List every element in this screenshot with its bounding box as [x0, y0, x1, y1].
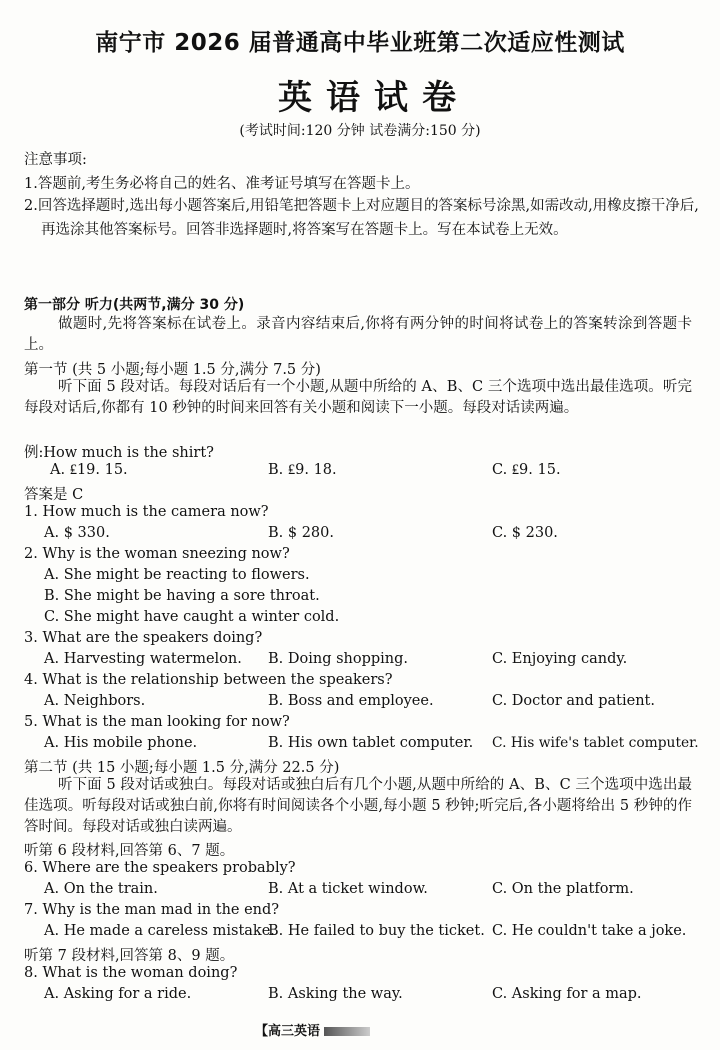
question-2: 2. Why is the woman sneezing now? — [24, 546, 290, 562]
exam-title: 南宁市 2026 届普通高中毕业班第二次适应性测试 — [95, 30, 625, 56]
q2-option-b: B. She might be having a sore throat. — [44, 588, 320, 604]
q4-option-b: B. Boss and employee. — [268, 693, 434, 709]
question-4: 4. What is the relationship between the speakers? — [24, 672, 393, 688]
question-1: 1. How much is the camera now? — [24, 504, 269, 520]
q7-option-c: C. He couldn't take a joke. — [492, 923, 687, 939]
example-question: 例:How much is the shirt? — [24, 445, 214, 461]
notice-item-1: 1.答题前,考生务必将自己的姓名、准考证号填写在答题卡上。 — [24, 176, 420, 192]
q4-option-c: C. Doctor and patient. — [492, 693, 655, 709]
q8-option-c: C. Asking for a map. — [492, 986, 642, 1002]
footer-label: 【高三英语 — [255, 1024, 321, 1039]
exam-info: (考试时间:120 分钟 试卷满分:150 分) — [239, 123, 481, 139]
material-7-note: 听第 7 段材料,回答第 8、9 题。 — [24, 948, 235, 964]
question-7: 7. Why is the man mad in the end? — [24, 902, 280, 918]
q7-option-a: A. He made a careless mistake. — [44, 923, 275, 939]
material-6-note: 听第 6 段材料,回答第 6、7 题。 — [24, 843, 235, 859]
question-8: 8. What is the woman doing? — [24, 965, 238, 981]
q4-option-a: A. Neighbors. — [44, 693, 146, 709]
q7-option-b: B. He failed to buy the ticket. — [268, 923, 485, 939]
section2-heading: 第二节 (共 15 小题;每小题 1.5 分,满分 22.5 分) — [24, 760, 340, 776]
q1-option-b: B. $ 280. — [268, 525, 334, 541]
question-3: 3. What are the speakers doing? — [24, 630, 263, 646]
section1-heading: 第一节 (共 5 小题;每小题 1.5 分,满分 7.5 分) — [24, 362, 321, 378]
q8-option-b: B. Asking the way. — [268, 986, 403, 1002]
notice-item-2: 2.回答选择题时,选出每小题答案后,用铅笔把答题卡上对应题目的答案标号涂黑,如需改动,用橡皮擦干净后,再选涂其他答案标号。回答非选择题时,将答案写在答题卡上。写在本试卷上无效。 — [24, 198, 699, 238]
q1-option-a: A. $ 330. — [44, 525, 110, 541]
part1-heading: 第一部分 听力(共两节,满分 30 分) — [24, 297, 245, 313]
example-option-a: A. ₤19. 15. — [50, 462, 128, 478]
q3-option-c: C. Enjoying candy. — [492, 651, 628, 667]
q5-option-a: A. His mobile phone. — [44, 735, 198, 751]
notice-heading: 注意事项: — [24, 152, 87, 168]
q3-option-a: A. Harvesting watermelon. — [44, 651, 242, 667]
page-footer — [255, 1020, 370, 1039]
q1-option-c: C. $ 230. — [492, 525, 558, 541]
q5-option-b: B. His own tablet computer. — [268, 735, 474, 751]
q3-option-b: B. Doing shopping. — [268, 651, 409, 667]
q5-option-c: C. His wife's tablet computer. — [492, 735, 699, 751]
example-option-b: B. ₤9. 18. — [268, 462, 337, 478]
question-5: 5. What is the man looking for now? — [24, 714, 290, 730]
footer-blur-mark — [324, 1027, 370, 1036]
q6-option-b: B. At a ticket window. — [268, 881, 428, 897]
part1-instruction: 做题时,先将答案标在试卷上。录音内容结束后,你将有两分钟的时间将试卷上的答案转涂到答题卡上。 — [24, 316, 692, 353]
section1-instruction: 听下面 5 段对话。每段对话后有一个小题,从题中所给的 A、B、C 三个选项中选出最佳选项。听完每段对话后,你都有 10 秒钟的时间来回答有关小题和阅读下一小题。每段对话读两遍。 — [24, 379, 692, 416]
q6-option-c: C. On the platform. — [492, 881, 634, 897]
example-option-c: C. ₤9. 15. — [492, 462, 561, 478]
section2-instruction: 听下面 5 段对话或独白。每段对话或独白后有几个小题,从题中所给的 A、B、C 三个选项中选出最佳选项。听每段对话或独白前,你将有时间阅读各个小题,每小题 5 秒钟;听完后,各小题将给出 5 秒钟的作答时间。每段对话或独白读两遍。 — [24, 777, 692, 835]
q6-option-a: A. On the train. — [44, 881, 158, 897]
q8-option-a: A. Asking for a ride. — [44, 986, 192, 1002]
q2-option-c: C. She might have caught a winter cold. — [44, 609, 340, 625]
exam-subtitle: 英语试卷 — [278, 78, 470, 118]
q2-option-a: A. She might be reacting to flowers. — [44, 567, 310, 583]
example-answer: 答案是 C — [24, 487, 84, 503]
question-6: 6. Where are the speakers probably? — [24, 860, 296, 876]
